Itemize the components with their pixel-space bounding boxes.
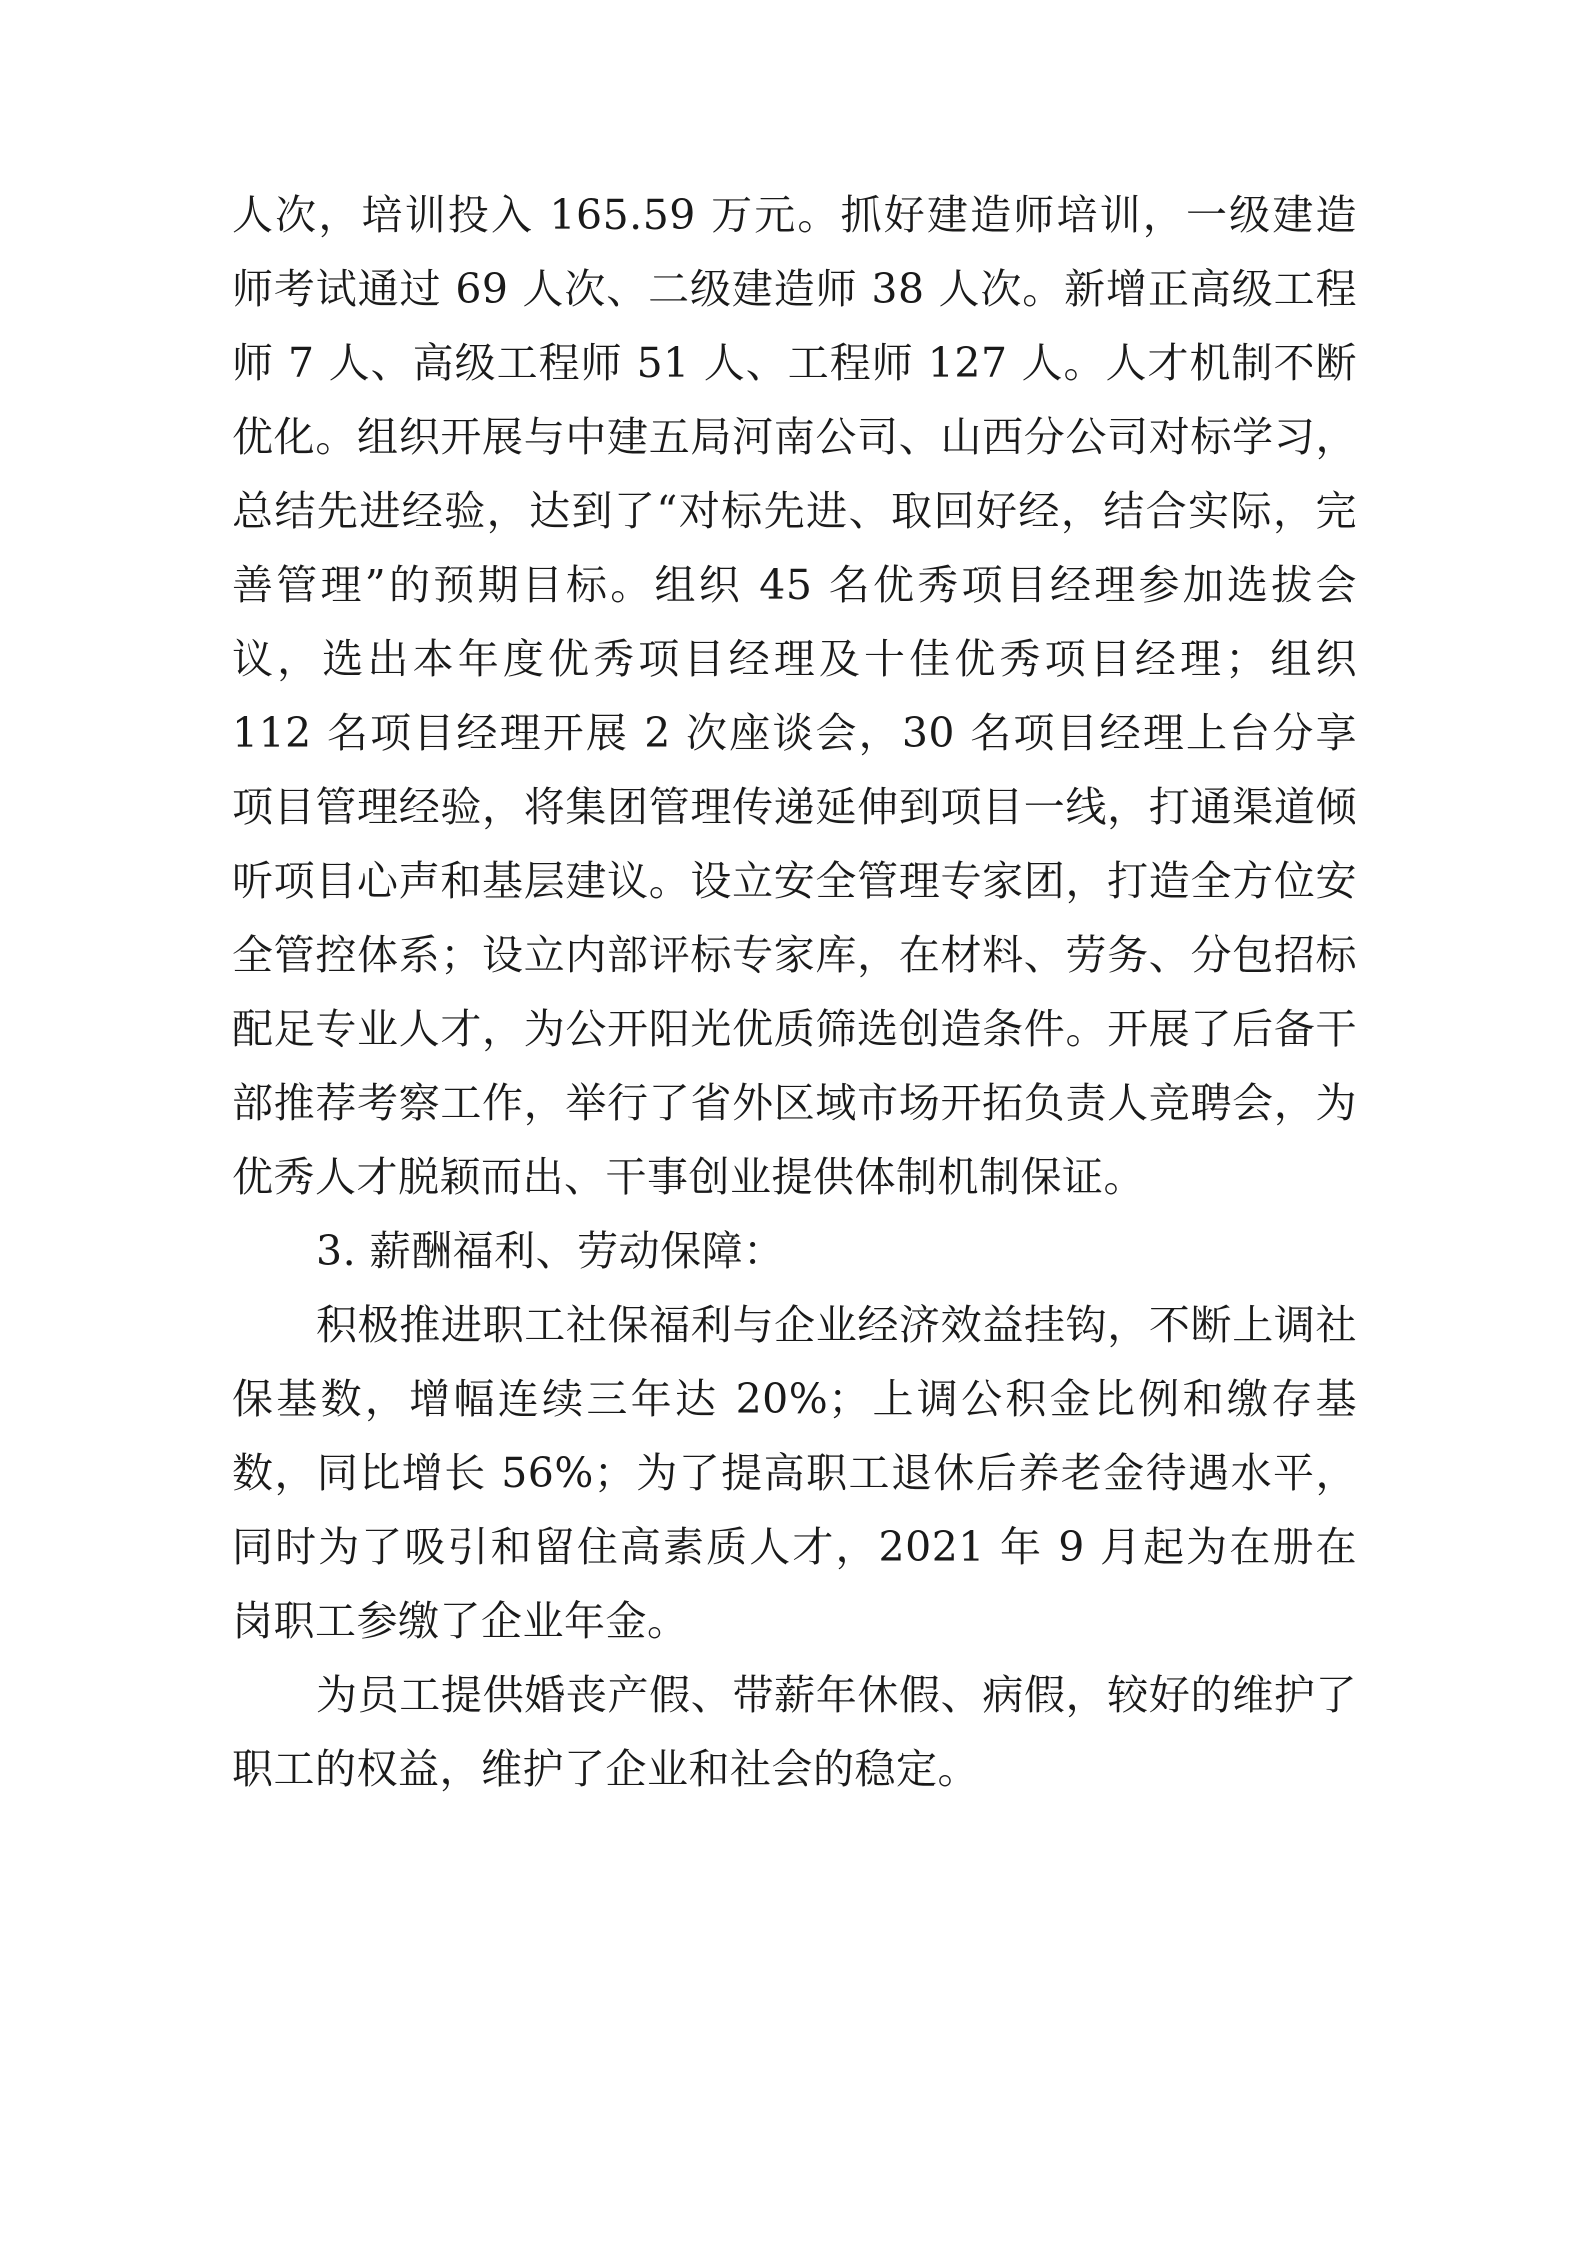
paragraph-social-insurance: 积极推进职工社保福利与企业经济效益挂钩，不断上调社保基数，增幅连续三年达 20%；上调公积金比例和缴存基数，同比增长 56%；为了提高职工退休后养老金待遇水平，同时为了吸引和留住高素质人才，2021 年 9 月起为在册在岗职工参缴了企业年金。: [232, 1301, 1357, 1645]
page-text-body: [232, 178, 1357, 1806]
paragraph-leave-benefits: 为员工提供婚丧产假、带薪年休假、病假，较好的维护了职工的权益，维护了企业和社会的稳定。: [232, 1671, 1357, 1793]
paragraph-training-investment: 人次，培训投入 165.59 万元。抓好建造师培训，一级建造师考试通过 69 人次、二级建造师 38 人次。新增正高级工程师 7 人、高级工程师 51 人、工程师 127 人。人才机制不断优化。组织开展与中建五局河南公司、山西分公司对标学习，总结先进经验，达到了“对标先进、取回好经，结合实际，完善管理”的预期目标。组织 45 名优秀项目经理参加选拔会议，选出本年度优秀项目经理及十佳优秀项目经理；组织 112 名项目经理开展 2 次座谈会，30 名项目经理上台分享项目管理经验，将集团管理传递延伸到项目一线，打通渠道倾听项目心声和基层建议。设立安全管理专家团，打造全方位安全管控体系；设立内部评标专家库，在材料、劳务、分包招标配足专业人才，为公开阳光优质筛选创造条件。开展了后备干部推荐考察工作，举行了省外区域市场开拓负责人竞聘会，为优秀人才脱颖而出、干事创业提供体制机制保证。: [232, 191, 1357, 1201]
heading-compensation-benefits: 3. 薪酬福利、劳动保障：: [316, 1227, 785, 1275]
